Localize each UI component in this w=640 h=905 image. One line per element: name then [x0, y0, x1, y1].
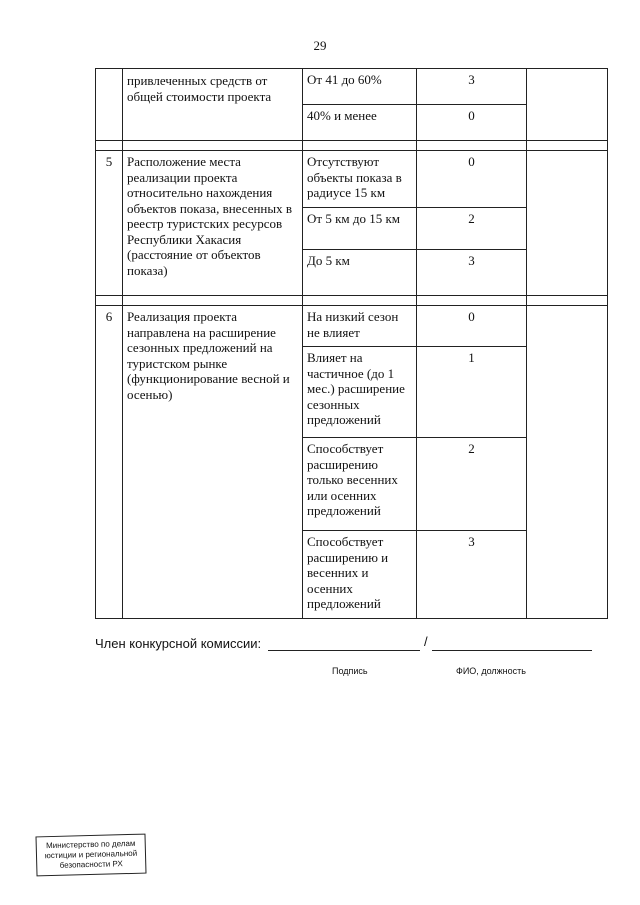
condition-cell: 40% и менее — [303, 105, 417, 141]
criterion-description: Расположение места реализации проекта относительно нахождения объектов показа, внесенных в реестр туристских ресурсов Республики Хакасия (расстояние от объектов показа) — [123, 151, 303, 296]
stamp-line: Министерство по делам — [45, 838, 136, 851]
criterion-description: Реализация проекта направлена на расширение сезонных предложений на туристском рынке (функционирование весной и осенью) — [123, 306, 303, 619]
condition-cell: Влияет на частичное (до 1 мес.) расширение сезонных предложений — [303, 347, 417, 438]
signature-label: Член конкурсной комиссии: — [95, 636, 262, 651]
empty-cell — [527, 69, 608, 141]
score-cell: 3 — [417, 69, 527, 105]
table-row — [96, 69, 608, 105]
criteria-table — [95, 68, 608, 619]
criterion-number: 6 — [96, 306, 123, 619]
criterion-number: 5 — [96, 151, 123, 296]
score-cell: 0 — [417, 105, 527, 141]
condition-cell: От 41 до 60% — [303, 69, 417, 105]
table-row — [96, 151, 608, 208]
score-cell: 3 — [417, 531, 527, 619]
signature-separator: / — [424, 634, 428, 649]
empty-cell — [527, 151, 608, 296]
condition-cell: На низкий сезон не влияет — [303, 306, 417, 347]
condition-cell: До 5 км — [303, 250, 417, 296]
stamp-line: безопасности РХ — [59, 859, 123, 870]
criterion-number — [96, 69, 123, 141]
condition-cell: От 5 км до 15 км — [303, 208, 417, 250]
table-row — [96, 306, 608, 347]
score-cell: 0 — [417, 151, 527, 208]
empty-cell — [527, 306, 608, 619]
signature-line — [268, 650, 420, 651]
score-cell: 2 — [417, 208, 527, 250]
signature-caption: Подпись — [332, 666, 368, 676]
condition-cell: Отсутствуют объекты показа в радиусе 15 км — [303, 151, 417, 208]
page-number: 29 — [313, 38, 327, 53]
score-cell: 3 — [417, 250, 527, 296]
name-position-caption: ФИО, должность — [456, 666, 526, 676]
condition-cell: Способствует расширению и весенних и осенних предложений — [303, 531, 417, 619]
ministry-stamp — [35, 834, 146, 877]
score-cell: 1 — [417, 347, 527, 438]
stamp-line: юстиции и региональной — [44, 848, 138, 861]
row-separator — [96, 296, 608, 306]
score-cell: 2 — [417, 438, 527, 531]
name-line — [432, 650, 592, 651]
row-separator — [96, 141, 608, 151]
condition-cell: Способствует расширению только весенних или осенних предложений — [303, 438, 417, 531]
score-cell: 0 — [417, 306, 527, 347]
criterion-description: привлеченных средств от общей стоимости проекта — [123, 69, 303, 141]
